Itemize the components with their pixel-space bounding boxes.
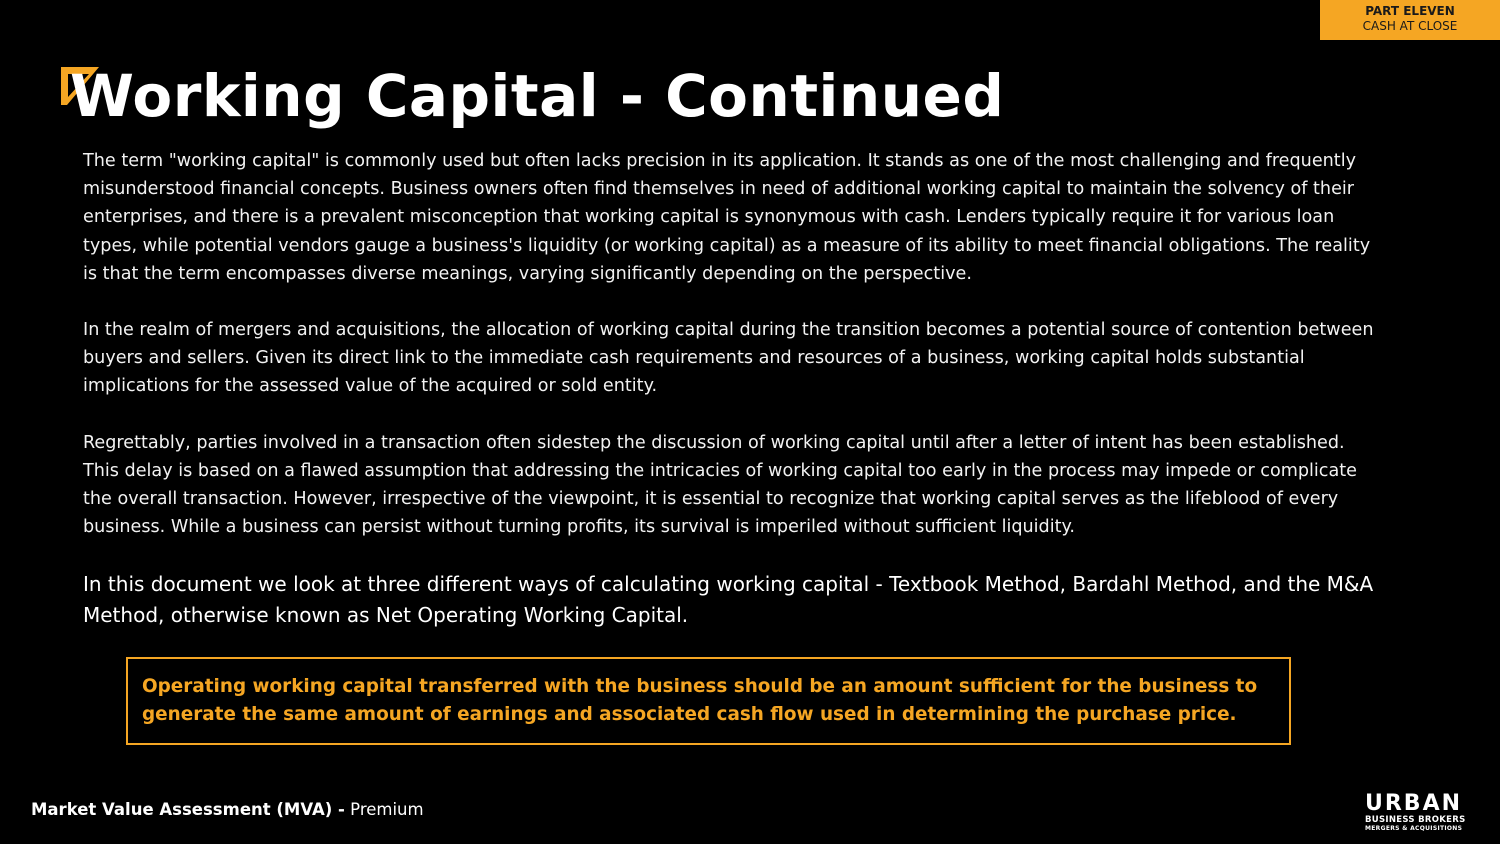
callout-text: Operating working capital transferred with the business should be an amount sufficient for the business to generate the same amount of earnings and associated cash flow used in determining the purchase price. xyxy=(142,676,1258,725)
page-title: Working Capital - Continued xyxy=(70,62,1005,130)
logo-line1: BUSINESS BROKERS xyxy=(1365,815,1466,825)
logo-wordmark: URBAN xyxy=(1365,791,1463,816)
section-tag xyxy=(1320,0,1500,40)
section-tag-name: CASH AT CLOSE xyxy=(1362,19,1458,33)
company-logo xyxy=(1365,793,1477,833)
lead-paragraph: In this document we look at three different ways of calculating working capital - Textbook Method, Bardahl Method, and the M&A Method, otherwise known as Net Operating Working Capital. xyxy=(83,572,1374,628)
section-tag-part: PART ELEVEN xyxy=(1365,4,1455,18)
callout-box xyxy=(126,657,1291,745)
footer-label: Market Value Assessment (MVA) - xyxy=(31,800,345,819)
logo-line2: MERGERS & ACQUISITIONS xyxy=(1365,825,1463,832)
footer-tier: Premium xyxy=(350,800,424,819)
body-text xyxy=(83,147,1383,659)
paragraph: The term "working capital" is commonly used but often lacks precision in its application. It stands as one of the most challenging and frequently misunderstood financial concepts. Business owners often find themselves in need of additional working capital to maintain the solvency of their enterprises, and there is a prevalent misconception that working capital is synonymous with cash. Lenders typically require it for various loan types, while potential vendors gauge a business's liquidity (or working capital) as a measure of its ability to meet financial obligations. The reality is that the term encompasses diverse meanings, varying significantly depending on the perspective. xyxy=(83,151,1371,284)
footer xyxy=(31,800,424,819)
paragraph: Regrettably, parties involved in a transaction often sidestep the discussion of working capital until after a letter of intent has been established. This delay is based on a flawed assumption that addressing the intricacies of working capital too early in the process may impede or complicate the overall transaction. However, irrespective of the viewpoint, it is essential to recognize that working capital serves as the lifeblood of every business. While a business can persist without turning profits, its survival is imperiled without sufficient liquidity. xyxy=(83,432,1357,538)
paragraph: In the realm of mergers and acquisitions, the allocation of working capital during the transition becomes a potential source of contention between buyers and sellers. Given its direct link to the immediate cash requirements and resources of a business, working capital holds substantial implications for the assessed value of the acquired or sold entity. xyxy=(83,320,1374,397)
